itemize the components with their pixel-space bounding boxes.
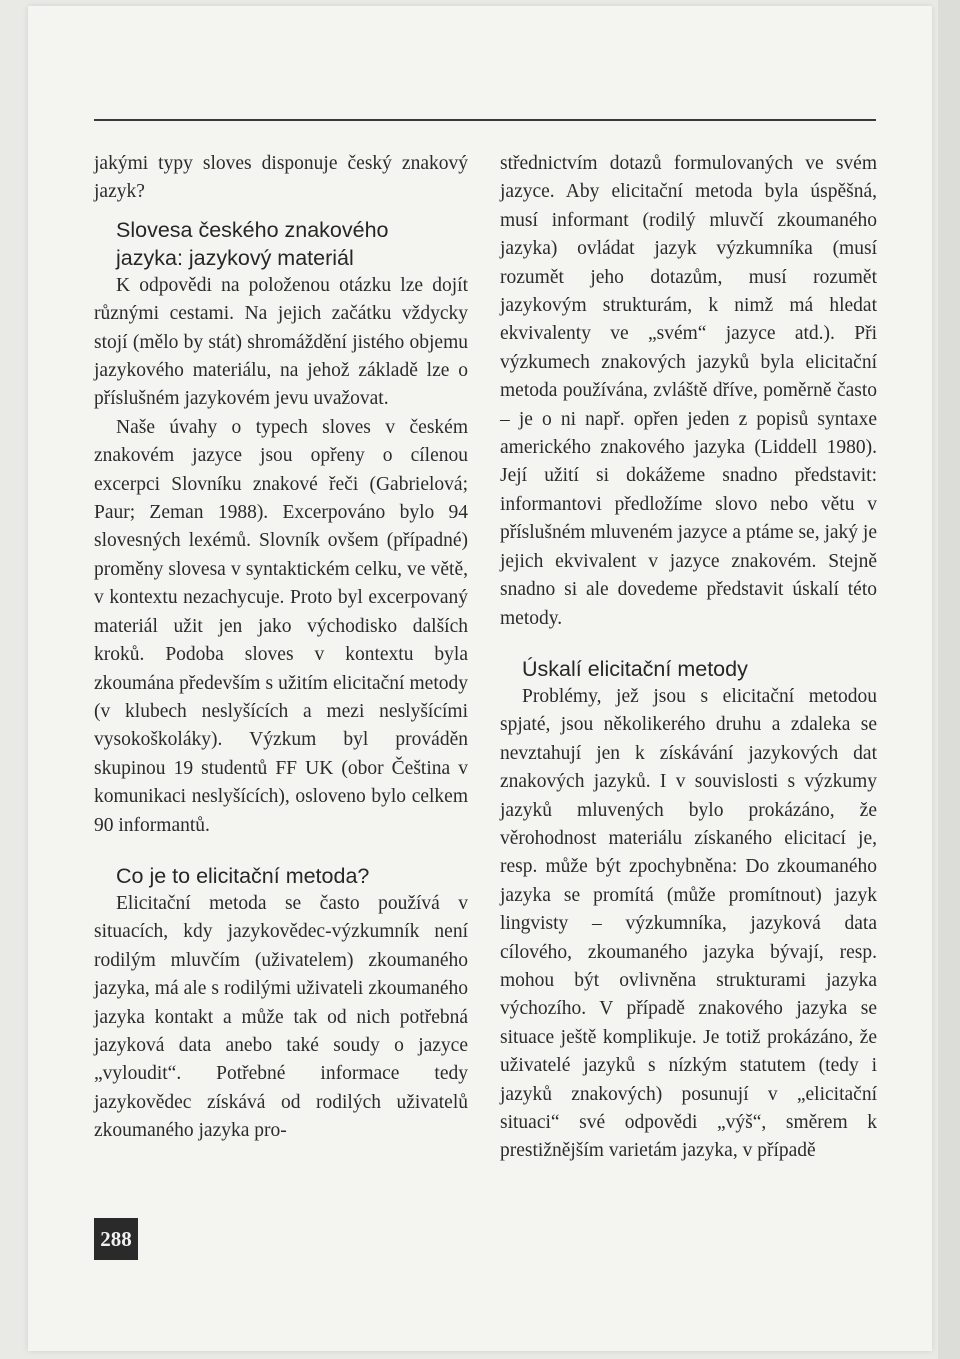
intro-text: jakými typy sloves disponuje český znakový jazyk? bbox=[94, 153, 468, 203]
paragraph-answer: K odpovědi na položenou otázku lze dojít různými cestami. Na jejich začátku vždycky stojí (mělo by stát) shromáždění jistého objemu jazykového materiálu, na jehož základě lze o příslušném jazykovém jevu uvažovat. bbox=[94, 274, 468, 410]
heading-slovesa: Slovesa českého znakového jazyka: jazykový materiál bbox=[116, 217, 389, 270]
paragraph-excerption: Naše úvahy o typech sloves v českém znakovém jazyce jsou opřeny o cílenou excerpci Slovníku znakové řeči (Gabrielová; Paur; Zeman 1988). Excerpováno bylo 94 slovesných lexémů. Slovník ovšem (případné) proměny slovesa v syntaktickém celku, ve větě, v kontextu nezachycuje. Proto byl excerpovaný materiál užit jen jako východisko dalších kroků. Podoba sloves v kontextu byla zkoumána především s užitím elicitační metody (v klubech neslyšících a mezi neslyšícími vysokoškoláky). Výzkum byl prováděn skupinou 19 studentů FF UK (obor Čeština v komunikaci neslyšících), osloveno bylo celkem 90 informantů. bbox=[94, 416, 468, 836]
page-number: 288 bbox=[94, 1218, 138, 1260]
heading-pitfalls: Úskalí elicitační metody bbox=[522, 656, 748, 681]
left-column bbox=[94, 150, 468, 1146]
paragraph-elicitation: Elicitační metoda se často používá v situacích, kdy jazykovědec-výzkumník není rodilým mluvčím (uživatelem) zkoumaného jazyka, má ale s rodilými uživateli zkoumaného jazyka kontakt a může tak od nich potřebná jazyková data anebo také soudy o jazyce „vyloudit“. Potřebné informace tedy jazykovědec získává od rodilých uživatelů zkoumaného jazyka pro- bbox=[94, 892, 468, 1142]
header-rule bbox=[94, 119, 876, 121]
heading-elicitation-method: Co je to elicitační metoda? bbox=[116, 863, 370, 888]
right-column bbox=[500, 150, 877, 1166]
scan-edge bbox=[938, 0, 960, 1359]
paragraph-continuation: střednictvím dotazů formulovaných ve svém jazyce. Aby elicitační metoda byla úspěšná, musí informant (rodilý mluvčí zkoumaného jazyka) ovládat jazyk výzkumníka (musí rozumět jeho dotazům, musí rozumět jazykovým strukturám, k nimž má hledat ekvivalenty ve „svém“ jazyce atd.). Při výzkumech znakových jazyků byla elicitační metoda používána, zvláště dříve, poměrně často – je o ni např. opřen jeden z popisů syntaxe amerického znakového jazyka (Liddell 1980). Její užití si dokážeme snadno představit: informantovi předložíme slovo nebo větu v příslušném mluveném jazyce a ptáme se, jaký je jejich ekvivalent v jazyce znakovém. Stejně snadno si ale dovedeme představit úskalí této metody. bbox=[500, 153, 877, 629]
paragraph-problems: Problémy, jež jsou s elicitační metodou spjaté, jsou několikerého druhu a zdaleka se nevztahují jen k získávání jazykových dat znakových jazyků. I v souvislosti s výzkumy jazyků mluvených bylo prokázáno, že věrohodnost materiálu získaného elicitací je, resp. může být zpochybněna: Do zkoumaného jazyka se promítá (může promítnout) jazyk lingvisty – výzkumníka, jazyková data cílového, zkoumaného jazyka bývají, resp. mohou být ovlivněna strukturami jazyka výchozího. V případě znakového jazyka se situace ještě komplikuje. Je totiž prokázáno, že uživatelé jazyků s nízkým statutem (tedy i jazyků znakových) posunují v „elicitační situaci“ své odpovědi „výš“, směrem k prestižnějším varietám jazyka, v případě bbox=[500, 685, 877, 1162]
